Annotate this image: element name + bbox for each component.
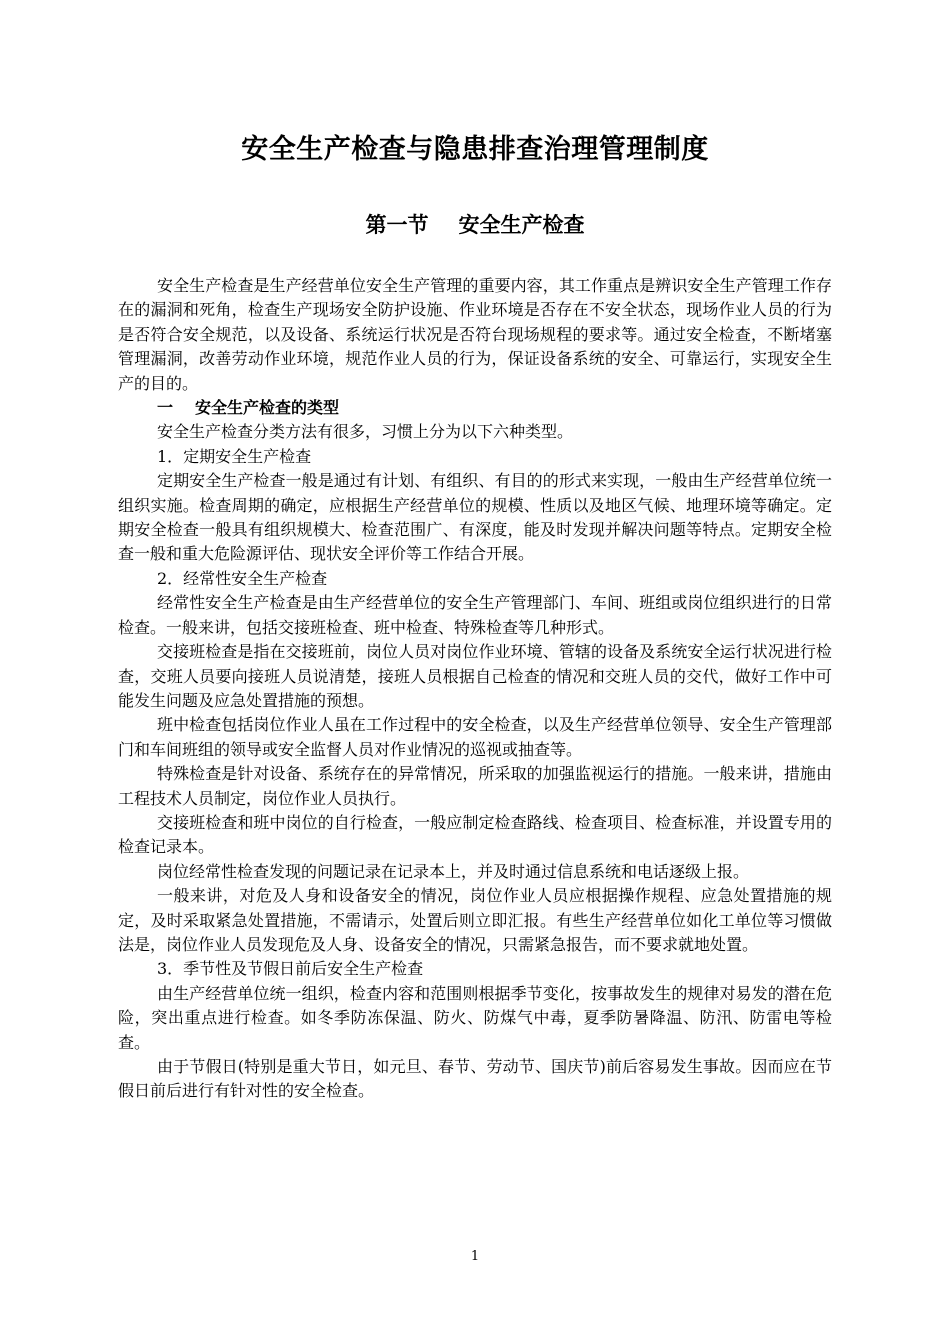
paragraph: 班中检查包括岗位作业人虽在工作过程中的安全检查，以及生产经营单位领导、安全生产管理部门和车间班组的领导或安全监督人员对作业情况的巡视或抽查等。 (118, 715, 832, 759)
section-heading (0, 210, 950, 240)
subheading-periodic-check: 1．定期安全生产检查 (157, 446, 312, 466)
section-name: 安全生产检查 (458, 213, 585, 237)
paragraph: 安全生产检查分类方法有很多，习惯上分为以下六种类型。 (157, 422, 574, 442)
paragraph: 由生产经营单位统一组织，检查内容和范围则根据季节变化，按事故发生的规律对易发的潜在危险，突出重点进行检查。如冬季防冻保温、防火、防煤气中毒，夏季防暑降温、防汛、防雷电等检查。 (118, 983, 832, 1052)
subheading-regular-check: 2．经常性安全生产检查 (157, 568, 328, 588)
heading-text: 安全生产检查的类型 (195, 398, 340, 418)
paragraph: 特殊检查是针对设备、系统存在的异常情况，所采取的加强监视运行的措施。一般来讲，措施由工程技术人员制定，岗位作业人员执行。 (118, 764, 832, 808)
document-body (118, 274, 832, 1104)
subheading-seasonal-check: 3．季节性及节假日前后安全生产检查 (157, 959, 424, 979)
document-title: 安全生产检查与隐患排查治理管理制度 (241, 134, 709, 165)
paragraph: 定期安全生产检查一般是通过有计划、有组织、有目的的形式来实现，一般由生产经营单位统一组织实施。检查周期的确定，应根据生产经营单位的规模、性质以及地区气候、地理环境等确定。定期安全检查一般具有组织规模大、检查范围广、有深度，能及时发现并解决问题等特点。定期安全检查一般和重大危险源评估、现状安全评价等工作结合开展。 (118, 471, 832, 564)
heading-level-1 (118, 396, 832, 420)
heading-number: 一 (157, 398, 174, 418)
paragraph: 岗位经常性检查发现的问题记录在记录本上，并及时通过信息系统和电话逐级上报。 (157, 861, 750, 881)
paragraph: 交接班检查和班中岗位的自行检查，一般应制定检查路线、检查项目、检查标准，并设置专用的检查记录本。 (118, 812, 832, 857)
paragraph: 经常性安全生产检查是由生产经营单位的安全生产管理部门、车间、班组或岗位组织进行的日常检查。一般来讲，包括交接班检查、班中检查、特殊检查等几种形式。 (118, 593, 832, 637)
paragraph: 由于节假日(特别是重大节日，如元旦、春节、劳动节、国庆节)前后容易发生事故。因而应在节假日前后进行有针对性的安全检查。 (118, 1057, 832, 1101)
section-number: 第一节 (365, 213, 429, 237)
page-number: 1 (470, 1249, 480, 1264)
paragraph-intro: 安全生产检查是生产经营单位安全生产管理的重要内容，其工作重点是辨识安全生产管理工作存在的漏洞和死角，检查生产现场安全防护设施、作业环境是否存在不安全状态，现场作业人员的行为是否符合安全规范，以及设备、系统运行状况是否符台现场规程的要求等。通过安全检查，不断堵塞管理漏洞，改善劳动作业环境，规范作业人员的行为，保证设备系统的安全、可靠运行，实现安全生产的目的。 (118, 276, 832, 393)
paragraph: 交接班检查是指在交接班前，岗位人员对岗位作业环境、管辖的设备及系统安全运行状况进行检查，交班人员要向接班人员说清楚，接班人员根据自己检查的情况和交班人员的交代，做好工作中可能发生问题及应急处置措施的预想。 (118, 642, 832, 710)
paragraph: 一般来讲，对危及人身和设备安全的情况，岗位作业人员应根据操作规程、应急处置措施的规定，及时采取紧急处置措施，不需请示，处置后则立即汇报。有些生产经营单位如化工单位等习惯做法是，岗位作业人员发现危及人身、设备安全的情况，只需紧急报告，而不要求就地处置。 (118, 886, 832, 954)
